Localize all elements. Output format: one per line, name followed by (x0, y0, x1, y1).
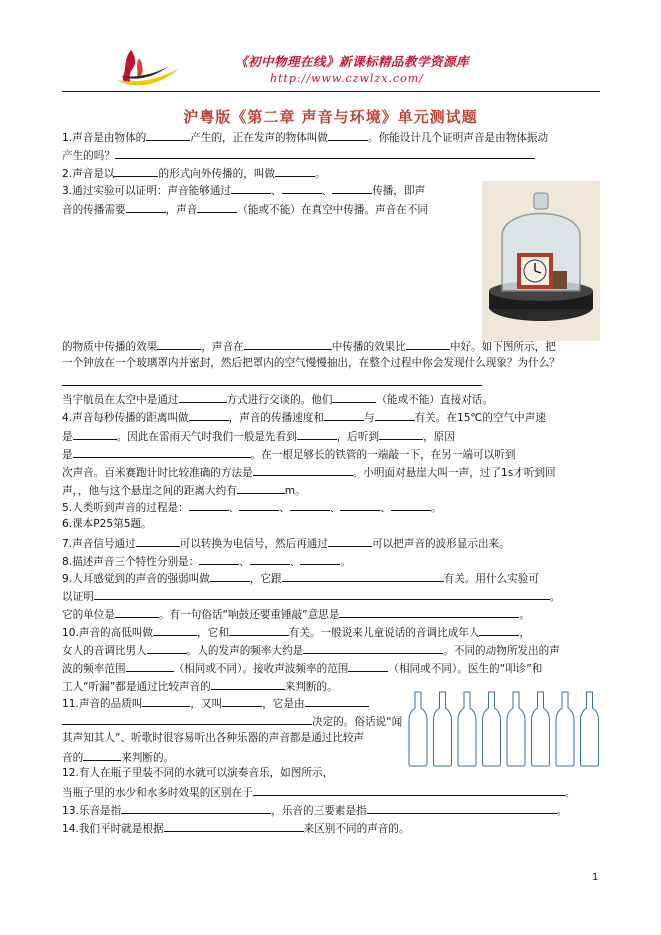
bottle-5 (507, 692, 525, 766)
bottle-7 (556, 692, 574, 766)
q10-line-1: 10.声音的高低叫做 ，它和 有关。一般说来儿童说话的音调比成年人 ， (62, 624, 530, 640)
q4-line-1: 4.声音每秒传播的距离叫做 ，声音的传播速度和 与 有关。在15℃的空气中声速 (62, 409, 546, 425)
q2-line: 2.声音是以 的形式向外传播的，叫做 。 (62, 165, 326, 181)
q9-line-2: 以证明 。 (62, 588, 560, 604)
bottle-1 (409, 692, 427, 766)
banner-url[interactable]: http://www.czwlzx.com/ (270, 72, 424, 85)
q8-line: 8.描述声音三个特性分别是： 、 、 。 (62, 553, 351, 569)
bell-jar-clock-photo (482, 181, 600, 341)
q5-line: 5.人类听到声音的过程是： 、 、 、 、 。 (62, 499, 442, 515)
bottle-2 (434, 692, 452, 766)
flame-swirl-logo-icon (113, 46, 183, 88)
q9-line-3: 它的单位是 。有一句俗话“响鼓还要重锤敲”意思是 。 (62, 606, 530, 622)
q4-line-2: 是 。因此在雷雨天气时我们一般是先看到 ，后听到 ，原因 (62, 428, 455, 444)
q13-line: 13.乐音是指 ，乐音的三要素是指 。 (62, 802, 567, 818)
bottle-4 (483, 692, 501, 766)
q7-line: 7.声音信号通过 可以转换为电信号，然后再通过 可以把声音的波形显示出来。 (62, 535, 510, 551)
q3-line-2: 音的传播需要 ，声音 （能或不能）在真空中传播。声音在不同 (62, 201, 428, 217)
water-bottles-illustration (405, 690, 601, 770)
q12-line-2: 当瓶子里的水少和水多时效果的区别在于 。 (62, 784, 575, 800)
bottle-6 (532, 692, 550, 766)
q3-answer-line (62, 374, 482, 390)
q4-line-5: 声，，他与这个悬崖之间的距离大约有 m。 (62, 482, 306, 498)
q9-line-1: 9.人耳感觉到的声音的强弱叫做 ，它跟 有关。用什么实验可 (62, 570, 539, 586)
q3-line-4: 一个钟放在一个玻璃罩内并密封，然后把罩内的空气慢慢抽出，在整个过程中你会发现什么现象？为什么？ (62, 357, 560, 369)
q3-line-5: 当宇航员在太空中是通过 方式进行交谈的。他们 （能或不能）直接对话。 (62, 391, 493, 407)
q11-line-1: 11.声音的品质叫 ，又叫 ，它是由 (62, 695, 369, 711)
q11-line-3: 其声知其人”、听歌时很容易听出各种乐器的声音都是通过比较声 (62, 732, 365, 744)
bottle-8 (581, 692, 599, 766)
bottle-3 (458, 692, 476, 766)
q4-line-3: 是 。在一根足够长的铁管的一端敲一下，在另一端可以听到 (62, 446, 515, 462)
q10-line-4: 工人“听漏”都是通过比较声音的 来判断的。 (62, 678, 338, 694)
q3-line-3: 的物质中传播的效果 ，声音在 中传播的效果比 中好。如下图所示，把 (62, 338, 556, 354)
q11-line-4: 音的 来判断的。 (62, 749, 174, 765)
banner-title: 《初中物理在线》新课标精品教学资源库 (235, 54, 470, 69)
q14-line: 14.我们平时就是根据 来区别不同的声音的。 (62, 820, 410, 836)
page-number: 1 (592, 872, 599, 883)
q10-line-2: 女人的音调比男人 。人的发声的频率大约是 。不同的动物所发出的声 (62, 642, 560, 658)
q12-line-1: 12.有人在瓶子里装不同的水就可以演奏音乐，如图所示， (62, 767, 334, 779)
q1-line-1: 1.声音是由物体的 产生的，正在发声的物体叫做 。你能设计几个证明声音是由物体振动 (62, 129, 548, 145)
document-title: 沪粤版《第二章 声音与环境》单元测试题 (183, 108, 478, 126)
q3-line-1: 3.通过实验可以证明：声音能够通过 、 、 传播，即声 (62, 182, 425, 198)
q10-line-3: 波的频率范围 （相同或不同）。接收声波频率的范围 （相同或不同）。医生的“叩诊”和 (62, 660, 542, 676)
q1-line-2: 产生的吗？ (62, 147, 535, 163)
q11-line-2: 决定的。俗话说“闻 (62, 713, 402, 729)
q4-line-4: 次声音。百米赛跑计时比较准确的方法是 。小明面对悬崖大叫一声，过了1s才听到回 (62, 464, 556, 480)
header-divider (62, 91, 600, 92)
q6-line: 6.课本P25第5题。 (62, 518, 152, 530)
